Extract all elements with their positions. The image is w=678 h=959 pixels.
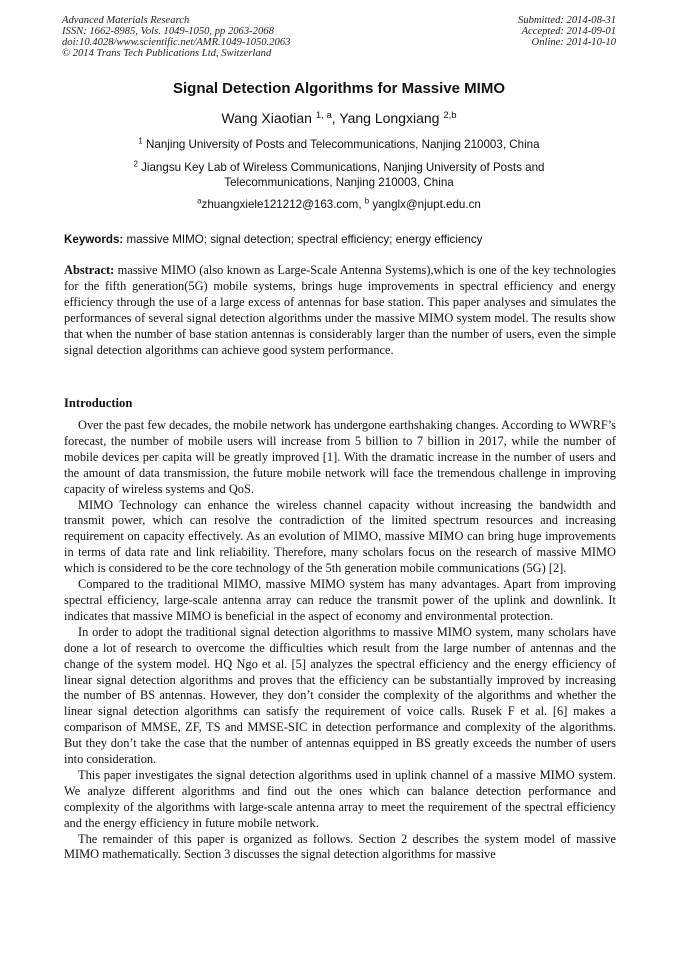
affiliation-2-sup: 2 xyxy=(133,159,138,169)
author-1-sup: 1, a xyxy=(315,109,332,121)
affiliation-1-text: Nanjing University of Posts and Telecommunications, Nanjing 210003, China xyxy=(142,138,540,151)
submitted-date: Submitted: 2014-08-31 xyxy=(518,15,616,26)
paragraph: Compared to the traditional MIMO, massive MIMO system has many advantages. Apart from improving spectral efficiency, large-scale antenna array can reduce the transmit power of the uplink and downlink. It indicates that massive MIMO is beneficial in the aspect of economy and environmental protection. xyxy=(64,577,616,623)
doi-line: doi:10.4028/www.scientific.net/AMR.1049-1050.2063 xyxy=(62,37,291,48)
email-b[interactable]: yanglx@njupt.edu.cn xyxy=(369,198,481,211)
affiliation-2-line-2: Telecommunications, Nanjing 210003, China xyxy=(224,176,454,189)
journal-info xyxy=(62,15,290,59)
affiliation-2-line-1 xyxy=(0,160,678,175)
affiliation-1-sup: 1 xyxy=(138,136,143,146)
author-list xyxy=(0,110,678,126)
abstract-paragraph xyxy=(64,263,616,358)
abstract-label: Abstract: xyxy=(64,263,115,277)
paper-title: Signal Detection Algorithms for Massive MIMO xyxy=(173,80,505,97)
email-a-sup: a xyxy=(197,196,202,206)
paragraph: The remainder of this paper is organized as follows. Section 2 describes the system model of massive MIMO mathematically. Section 3 discusses the signal detection algorithms for massive xyxy=(64,831,616,862)
introduction-body xyxy=(64,418,616,863)
email-b-sup: b xyxy=(364,196,370,206)
keywords-label: Keywords: xyxy=(64,233,124,246)
online-date: Online: 2014-10-10 xyxy=(531,37,616,48)
affiliation-1 xyxy=(0,137,678,152)
paragraph: MIMO Technology can enhance the wireless channel capacity without increasing the bandwidth and transmit power, which can resolve the contradiction of the limited spectrum resources and increasing requirement on capacity effectively. As an evolution of MIMO, massive MIMO can bring huge improvements in terms of data rate and link reliability. Therefore, many scholars focus on the research of massive MIMO which is considered to be the core technology of the 5th generation mobile communications (5G) [2]. xyxy=(64,497,616,576)
paragraph: This paper investigates the signal detection algorithms used in uplink channel of a massive MIMO system. We analyze different algorithms and find out the ones which can balance detection performance and complexity of the algorithms with large-scale antenna array to meet the requirement of the spectral efficiency and the energy efficiency in future mobile network. xyxy=(64,767,616,830)
publication-dates xyxy=(518,15,616,48)
keywords xyxy=(64,233,616,246)
email-line xyxy=(0,197,678,212)
author-2-sup: 2,b xyxy=(443,109,457,121)
email-a[interactable]: zhuangxiele121212@163.com, xyxy=(201,198,365,211)
journal-name: Advanced Materials Research xyxy=(62,15,190,26)
issn-line: ISSN: 1662-8985, Vols. 1049-1050, pp 2063-2068 xyxy=(62,26,274,37)
abstract-text: massive MIMO (also known as Large-Scale Antenna Systems),which is one of the key technologies for the fifth generation(5G) mobile systems, brings huge improvements in spectral efficiency and energy efficiency through the use of a large excess of antennas for base station. This paper analyses and simulates the performances of several signal detection algorithms under the massive MIMO system model. The results show that when the number of base station antennas is considerably larger than the number of users, even the simple signal detection algorithms can achieve good system performance. xyxy=(64,263,616,357)
author-2-name: Yang Longxiang xyxy=(339,110,444,126)
author-1-name: Wang Xiaotian xyxy=(221,110,316,126)
author-separator: , xyxy=(331,110,340,126)
affiliation-2-text-1: Jiangsu Key Lab of Wireless Communications, Nanjing University of Posts and xyxy=(137,161,545,174)
keywords-text: massive MIMO; signal detection; spectral efficiency; energy efficiency xyxy=(123,233,483,246)
section-heading-introduction: Introduction xyxy=(64,396,133,410)
accepted-date: Accepted: 2014-09-01 xyxy=(521,26,616,37)
affiliation-2 xyxy=(0,160,678,190)
copyright-line: © 2014 Trans Tech Publications Ltd, Switzerland xyxy=(62,48,272,59)
abstract xyxy=(64,263,616,358)
paragraph: In order to adopt the traditional signal detection algorithms to massive MIMO system, many scholars have done a lot of research to overcome the difficulties which result from the large number of antennas and the change of the system model. HQ Ngo et al. [5] analyzes the spectral efficiency and the energy efficiency of linear signal detection algorithms and proves that the efficiency can be substantially improved by increasing the number of BS antennas. However, they don’t consider the complexity of the algorithms and whether the linear signal detection algorithms can satisfy the requirement of voice calls. Rusek F et al. [6] makes a comparison of MMSE, ZF, TS and MMSE-SIC in detection performance and complexity of the algorithms. But they don’t take the case that the number of antennas equipped in BS greatly exceeds the number of users into consideration. xyxy=(64,624,616,767)
paragraph: Over the past few decades, the mobile network has undergone earthshaking changes. According to WWRF’s forecast, the number of mobile users will increase from 5 billion to 7 billion in 2017, while the number of mobile devices per capita will be greatly improved [1]. With the dramatic increase in the number of users and the amount of data transmission, the future mobile network will face the tremendous challenge in improving capacity of wireless systems and QoS. xyxy=(64,418,616,496)
